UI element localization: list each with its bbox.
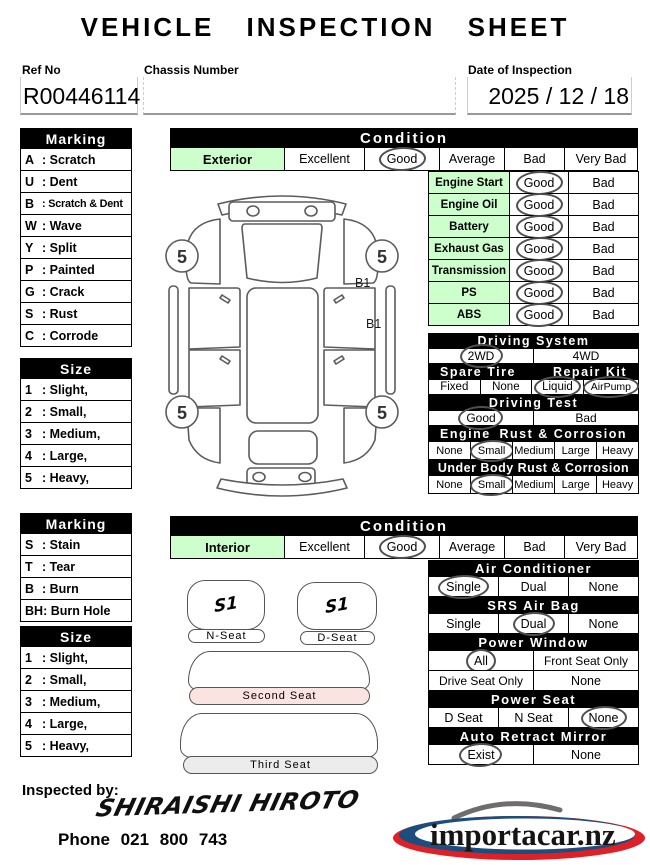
underbody-rust-row xyxy=(428,475,639,494)
spare-repair-row xyxy=(428,379,639,395)
selection-circle: Liquid xyxy=(535,381,580,393)
option-liquid xyxy=(531,379,584,395)
selection-circle: Small xyxy=(471,479,513,491)
option-bad: Bad xyxy=(504,147,565,171)
option-good xyxy=(364,147,440,171)
power-window-row-1 xyxy=(428,650,639,671)
legend-row: U : Dent xyxy=(20,170,132,193)
option-medium: Medium xyxy=(512,441,555,460)
importacar-logo xyxy=(392,798,646,862)
page-title: VEHICLE INSPECTION SHEET xyxy=(80,12,570,42)
size-legend-header: Size xyxy=(20,358,132,379)
legend-row: B : Scratch & Dent xyxy=(20,192,132,215)
option-good xyxy=(509,303,569,326)
option-large: Large xyxy=(554,475,597,494)
condition-header: Condition xyxy=(170,516,638,536)
option-none: None xyxy=(428,475,471,494)
engine-rust-title-right: Rust & Corrosion xyxy=(499,427,627,441)
legend-row: T : Tear xyxy=(20,555,132,578)
condition-header: Condition xyxy=(170,128,638,148)
legend-row: B : Burn xyxy=(20,577,132,600)
check-label: Engine Start xyxy=(428,171,510,194)
option-excellent: Excellent xyxy=(284,147,365,171)
engine-checks-table xyxy=(428,172,639,326)
option-none xyxy=(568,707,639,728)
option-bad: Bad xyxy=(568,171,639,194)
power-seat-header: Power Seat xyxy=(428,691,639,708)
check-label: Battery xyxy=(428,215,510,238)
selection-circle: Good xyxy=(517,176,562,190)
option-2wd xyxy=(428,348,534,364)
srs-airbag-row xyxy=(428,613,639,634)
wheel-mark: 5 xyxy=(376,247,388,267)
ref-no-field xyxy=(20,77,141,115)
option-average: Average xyxy=(439,147,505,171)
selection-circle: Good xyxy=(517,286,562,300)
option-good xyxy=(509,171,569,194)
legend-row: Y : Split xyxy=(20,236,132,259)
selection-circle: Good xyxy=(517,220,562,234)
option-bad: Bad xyxy=(568,303,639,326)
second-seat-back xyxy=(188,651,370,691)
selection-circle: All xyxy=(467,654,495,668)
selection-circle: Good xyxy=(517,242,562,256)
option-heavy: Heavy xyxy=(596,441,639,460)
legend-row: 3 : Medium, xyxy=(20,422,132,445)
wheel-mark: 5 xyxy=(176,403,188,423)
option-small xyxy=(470,441,514,460)
option-single: Single xyxy=(428,613,499,634)
option-large: Large xyxy=(554,441,597,460)
check-row xyxy=(428,303,639,326)
legend-row: 2 : Small, xyxy=(20,668,132,691)
option-good xyxy=(428,410,534,426)
inspected-by-label: Inspected by: xyxy=(22,782,119,799)
power-window-header: Power Window xyxy=(428,634,639,651)
option-very-bad: Very Bad xyxy=(564,147,638,171)
option-front-seat-only: Front Seat Only xyxy=(533,650,639,671)
selection-circle: AirPump xyxy=(584,381,638,393)
option-bad: Bad xyxy=(568,215,639,238)
check-label: Transmission xyxy=(428,259,510,282)
check-row xyxy=(428,215,639,238)
air-conditioner-header: Air Conditioner xyxy=(428,560,639,577)
driving-section xyxy=(428,333,639,494)
phone-number: Phone 021 800 743 xyxy=(58,830,228,849)
legend-row: 1 : Slight, xyxy=(20,378,132,401)
srs-airbag-header: SRS Air Bag xyxy=(428,597,639,614)
option-all xyxy=(428,650,534,671)
option-bad: Bad xyxy=(568,237,639,260)
size-legend-header: Size xyxy=(20,626,132,647)
third-seat-label: Third Seat xyxy=(183,756,378,774)
legend-row: S : Stain xyxy=(20,533,132,556)
check-row xyxy=(428,281,639,304)
selection-circle: Good xyxy=(380,540,425,554)
check-label: PS xyxy=(428,281,510,304)
option-bad: Bad xyxy=(568,193,639,216)
underbody-rust-header: Under Body Rust & Corrosion xyxy=(428,460,639,476)
inspector-signature: SHIRAISHI HIROTO xyxy=(93,785,363,823)
option-none: None xyxy=(533,744,639,765)
spare-tire-title: Spare Tire xyxy=(440,365,516,379)
check-label: ABS xyxy=(428,303,510,326)
spare-repair-header xyxy=(428,364,639,380)
engine-rust-title-left: Engine xyxy=(440,427,491,441)
legend-row: BH : Burn Hole xyxy=(20,599,132,622)
d-seat-back xyxy=(297,582,377,630)
option-single xyxy=(428,576,499,597)
check-row xyxy=(428,193,639,216)
power-window-row-2 xyxy=(428,670,639,691)
interior-condition-row xyxy=(170,535,638,559)
option-good xyxy=(509,281,569,304)
seat-damage-mark: S1 xyxy=(213,592,239,618)
option-airpump xyxy=(583,379,639,395)
option-very-bad: Very Bad xyxy=(564,535,638,559)
option-good xyxy=(509,237,569,260)
option-good xyxy=(509,193,569,216)
interior-condition-table xyxy=(170,516,638,559)
d-seat-label: D-Seat xyxy=(300,631,375,645)
repair-kit-title: Repair Kit xyxy=(552,365,627,379)
legend-row: A : Scratch xyxy=(20,148,132,171)
check-row xyxy=(428,259,639,282)
interior-marking-legend xyxy=(20,513,132,622)
check-label: Exhaust Gas xyxy=(428,237,510,260)
option-none: None xyxy=(480,379,533,395)
car-damage-diagram xyxy=(163,186,427,510)
driving-test-header: Driving Test xyxy=(428,395,639,411)
legend-row: C : Corrode xyxy=(20,324,132,347)
option-none: None xyxy=(533,670,639,691)
option-good xyxy=(509,215,569,238)
logo-arc xyxy=(454,804,560,818)
option-average: Average xyxy=(439,535,505,559)
n-seat-back xyxy=(187,580,265,630)
legend-row: 3 : Medium, xyxy=(20,690,132,713)
exterior-size-legend xyxy=(20,358,132,489)
legend-row: 2 : Small, xyxy=(20,400,132,423)
damage-mark-b1: B1 xyxy=(355,276,371,290)
check-row xyxy=(428,237,639,260)
legend-row: 1 : Slight, xyxy=(20,646,132,669)
exterior-marking-legend xyxy=(20,128,132,347)
selection-circle: Good xyxy=(517,264,562,278)
date-of-inspection-value: 2025 / 12 / 18 xyxy=(488,83,629,109)
option-n-seat: N Seat xyxy=(498,707,569,728)
option-medium: Medium xyxy=(512,475,555,494)
marking-legend-header: Marking xyxy=(20,513,132,534)
chassis-number-label: Chassis Number xyxy=(144,63,239,77)
option-bad: Bad xyxy=(504,535,565,559)
selection-circle: Good xyxy=(459,411,502,425)
legend-row: 5 : Heavy, xyxy=(20,466,132,489)
seat-damage-mark: S1 xyxy=(324,593,350,619)
interior-size-legend xyxy=(20,626,132,757)
option-fixed: Fixed xyxy=(428,379,481,395)
power-seat-row xyxy=(428,707,639,728)
option-dual: Dual xyxy=(498,576,569,597)
legend-row: P : Painted xyxy=(20,258,132,281)
driving-test-row xyxy=(428,410,639,426)
ref-no-label: Ref No xyxy=(22,63,61,77)
selection-circle: Good xyxy=(517,198,562,212)
auto-retract-mirror-row xyxy=(428,744,639,765)
option-4wd: 4WD xyxy=(533,348,639,364)
selection-circle: None xyxy=(582,711,626,725)
option-good xyxy=(364,535,440,559)
option-small xyxy=(470,475,514,494)
interior-label: Interior xyxy=(170,535,285,559)
selection-circle: Exist xyxy=(460,748,501,762)
date-of-inspection-label: Date of Inspection xyxy=(468,63,573,77)
option-drive-seat-only: Drive Seat Only xyxy=(428,670,534,691)
option-bad: Bad xyxy=(568,281,639,304)
logo-text: importacar.nz xyxy=(430,817,616,852)
option-d-seat: D Seat xyxy=(428,707,499,728)
ref-no-value: R00446114 xyxy=(23,83,141,109)
exterior-condition-row xyxy=(170,147,638,171)
exterior-condition-table xyxy=(170,128,638,171)
legend-row: 4 : Large, xyxy=(20,712,132,735)
driving-system-row xyxy=(428,348,639,364)
selection-circle: Single xyxy=(439,580,488,594)
option-bad: Bad xyxy=(568,259,639,282)
option-bad: Bad xyxy=(533,410,639,426)
option-excellent: Excellent xyxy=(284,535,365,559)
engine-rust-row xyxy=(428,441,639,460)
wheel-mark: 5 xyxy=(376,403,388,423)
air-conditioner-row xyxy=(428,576,639,597)
third-seat-back xyxy=(180,713,378,758)
option-good xyxy=(509,259,569,282)
selection-circle: Good xyxy=(517,308,562,322)
option-heavy: Heavy xyxy=(596,475,639,494)
legend-row: G : Crack xyxy=(20,280,132,303)
legend-row: S : Rust xyxy=(20,302,132,325)
n-seat-label: N-Seat xyxy=(188,629,265,643)
chassis-number-value xyxy=(144,110,148,113)
wheel-mark: 5 xyxy=(176,247,188,267)
date-of-inspection-field xyxy=(467,77,632,115)
selection-circle: Dual xyxy=(514,617,554,631)
engine-rust-header xyxy=(428,426,639,442)
interior-features-section xyxy=(428,560,639,765)
damage-mark-b1: B1 xyxy=(366,317,382,331)
option-none: None xyxy=(568,576,639,597)
selection-circle: Good xyxy=(380,152,425,166)
check-row xyxy=(428,171,639,194)
auto-retract-mirror-header: Auto Retract Mirror xyxy=(428,728,639,745)
driving-system-header: Driving System xyxy=(428,333,639,349)
legend-row: 4 : Large, xyxy=(20,444,132,467)
second-seat-label: Second Seat xyxy=(189,687,370,705)
chassis-number-field xyxy=(143,77,456,115)
option-none: None xyxy=(428,441,471,460)
selection-circle: Small xyxy=(471,445,513,457)
selection-circle: 2WD xyxy=(461,349,502,363)
option-exist xyxy=(428,744,534,765)
option-none: None xyxy=(568,613,639,634)
check-label: Engine Oil xyxy=(428,193,510,216)
marking-legend-header: Marking xyxy=(20,128,132,149)
legend-row: W : Wave xyxy=(20,214,132,237)
exterior-label: Exterior xyxy=(170,147,285,171)
legend-row: 5 : Heavy, xyxy=(20,734,132,757)
option-dual xyxy=(498,613,569,634)
